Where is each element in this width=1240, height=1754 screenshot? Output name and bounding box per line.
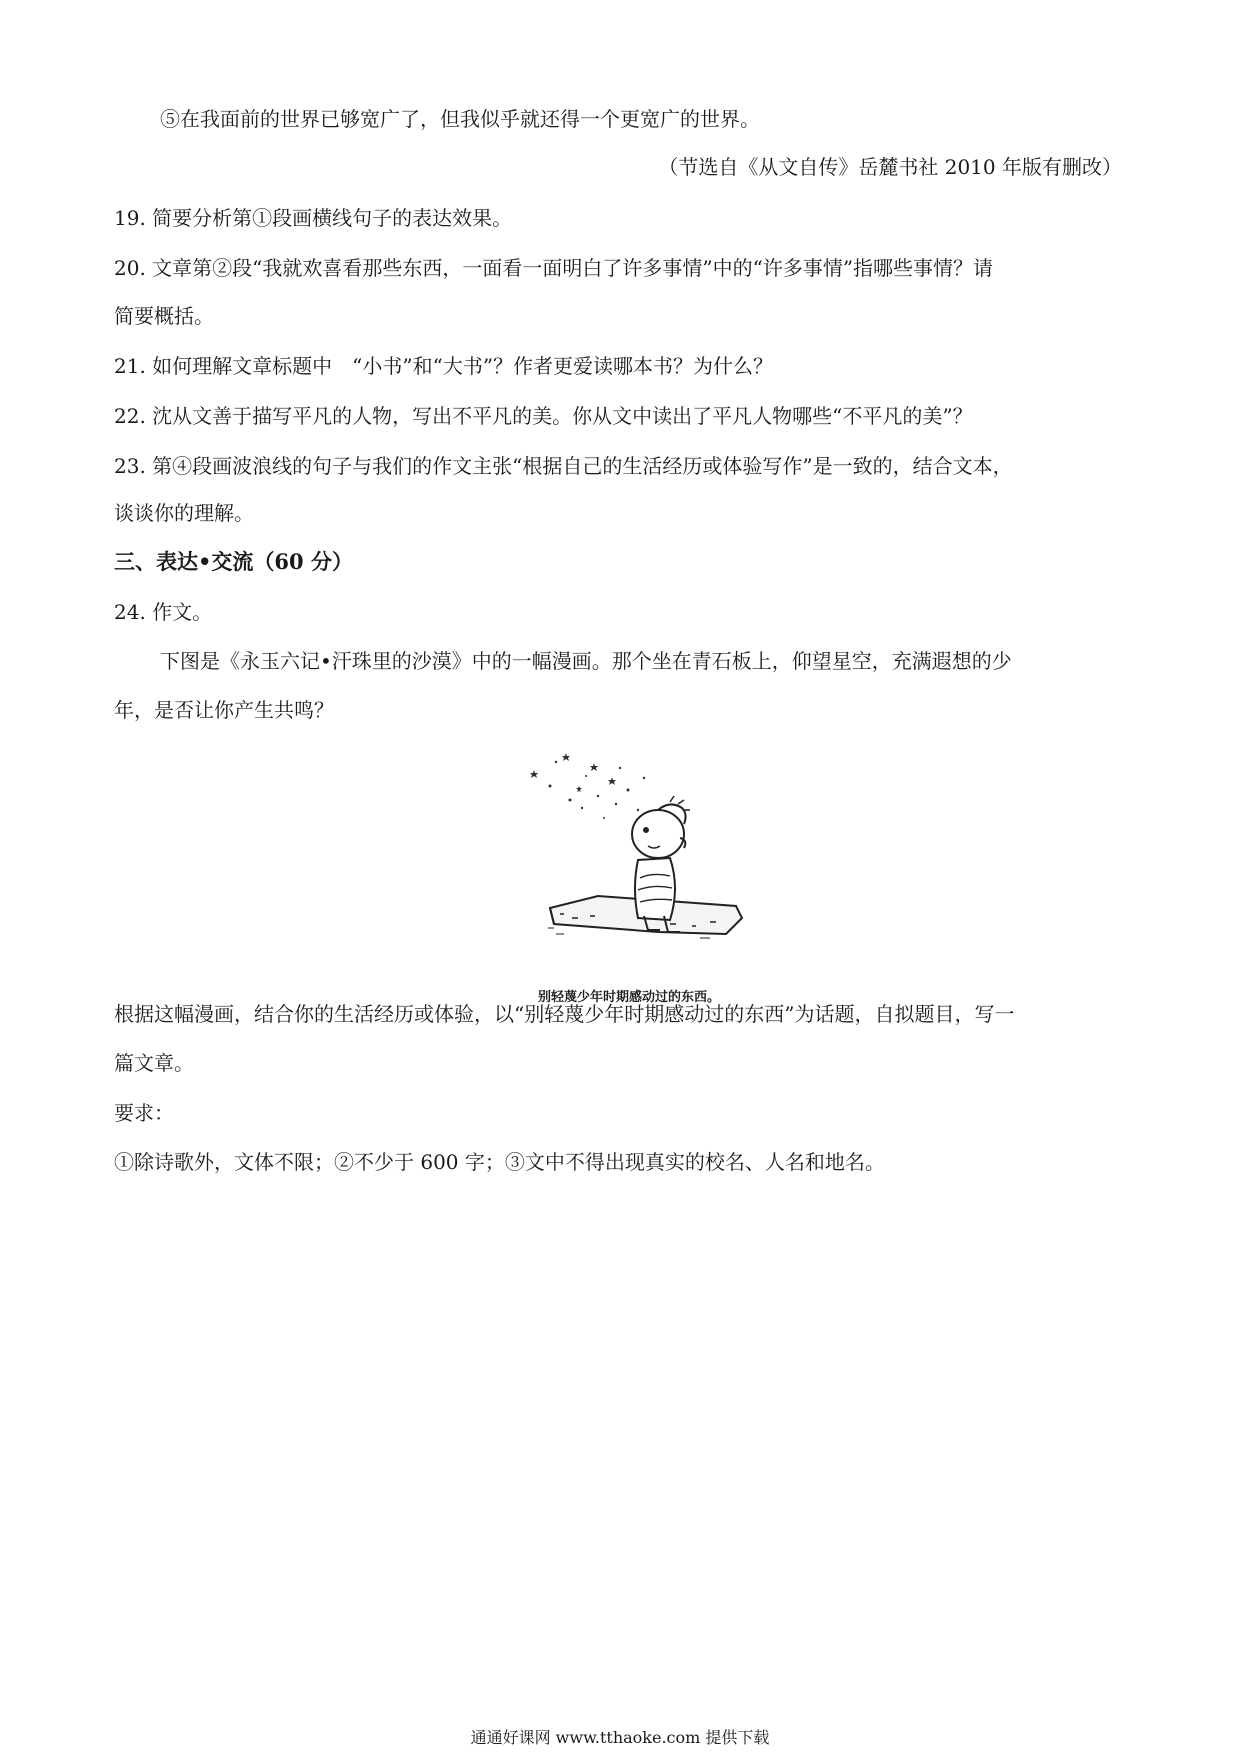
question-23-continued: 谈谈你的理解。 — [114, 501, 254, 525]
question-21: 21. 如何理解文章标题中 “小书”和“大书”？作者更爱读哪本书？为什么？ — [114, 354, 774, 378]
essay-task-line-1: 根据这幅漫画，结合你的生活经历或体验，以“别轻蔑少年时期感动过的东西”为话题，自拟题目，写一 — [114, 1002, 1015, 1026]
question-20: 20. 文章第②段“我就欢喜看那些东西，一面看一面明白了许多事情”中的“许多事情”指哪些事情？请 — [114, 256, 994, 280]
essay-prompt-line-1: 下图是《永玉六记•汗珠里的沙漠》中的一幅漫画。那个坐在青石板上，仰望星空，充满遐想的少 — [160, 649, 1012, 673]
question-24: 24. 作文。 — [114, 600, 213, 624]
footer-credit: 通通好课网 www.tthaoke.com 提供下载 — [470, 1728, 770, 1747]
passage-paragraph-5: ⑤在我面前的世界已够宽广了，但我似乎就还得一个更宽广的世界。 — [160, 107, 760, 131]
passage-source: （节选自《从文自传》岳麓书社 2010 年版有删改） — [658, 155, 1122, 179]
stars-icon — [530, 753, 645, 819]
question-22: 22. 沈从文善于描写平凡的人物，写出不平凡的美。你从文中读出了平凡人物哪些“不平凡的美”？ — [114, 404, 973, 428]
question-23: 23. 第④段画波浪线的句子与我们的作文主张“根据自己的生活经历或体验写作”是一致的，结合文本， — [114, 454, 1013, 478]
cartoon-illustration — [520, 748, 760, 980]
essay-task-line-2: 篇文章。 — [114, 1051, 194, 1075]
requirements-text: ①除诗歌外，文体不限；②不少于 600 字；③文中不得出现真实的校名、人名和地名。 — [114, 1150, 885, 1174]
question-20-continued: 简要概括。 — [114, 304, 214, 328]
requirements-label: 要求： — [114, 1101, 174, 1125]
question-19: 19. 简要分析第①段画横线句子的表达效果。 — [114, 206, 513, 230]
essay-prompt-line-2: 年，是否让你产生共鸣？ — [114, 698, 334, 722]
cartoon-caption: 别轻蔑少年时期感动过的东西。 — [538, 990, 721, 1005]
section-3-heading: 三、表达•交流（60 分） — [114, 549, 353, 574]
